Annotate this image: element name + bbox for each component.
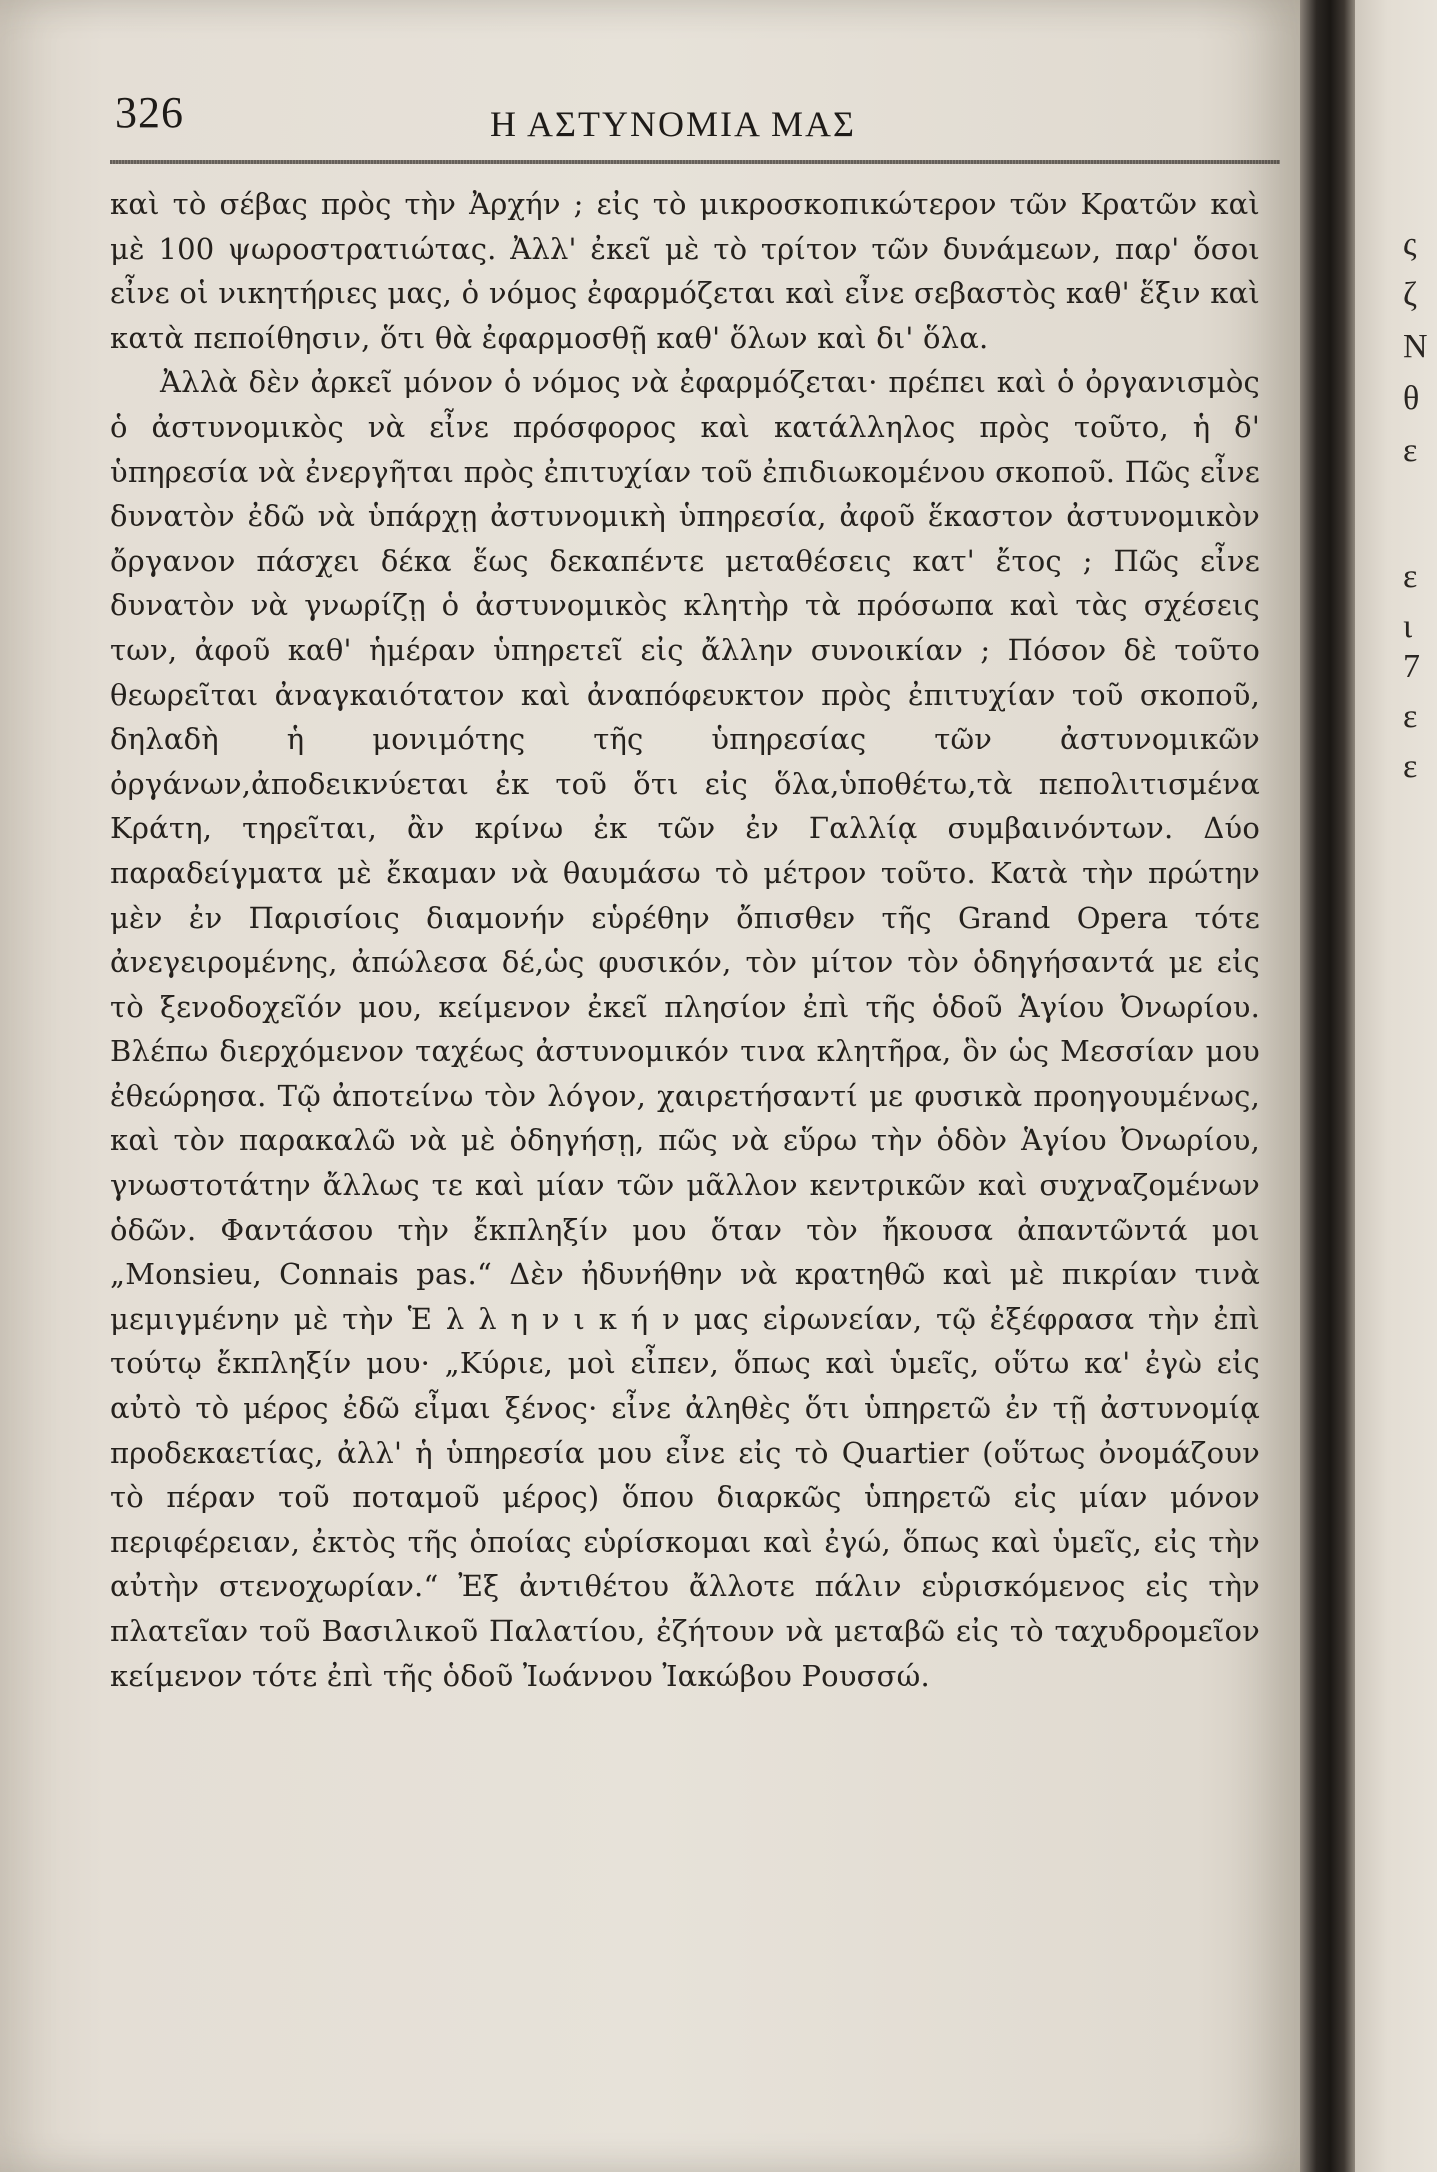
edge-glyph: 7: [1403, 648, 1420, 685]
facing-page-edge: [1355, 0, 1437, 2172]
edge-glyph: ε: [1403, 558, 1418, 595]
paragraph: καὶ τὸ σέβας πρὸς τὴν Ἀρχήν ; εἰς τὸ μικροσκοπικώτερον τῶν Κρατῶν καὶ μὲ 100 ψωροστρατιώτας. Ἀλλ' ἐκεῖ μὲ τὸ τρίτον τῶν δυνάμεων, παρ' ὅσοι εἶνε οἱ νικητήριες μας, ὁ νόμος ἐφαρμόζεται καὶ εἶνε σεβαστὸς καθ' ἕξιν καὶ κατὰ πεποίθησιν, ὅτι θὰ ἐφαρμοσθῇ καθ' ὅλων καὶ δι' ὅλα.: [110, 187, 1260, 355]
edge-glyph: ι: [1403, 608, 1413, 645]
edge-glyph: θ: [1403, 380, 1420, 417]
page-number: 326: [115, 88, 184, 137]
edge-glyph: ζ: [1403, 276, 1418, 313]
edge-glyph: ε: [1403, 698, 1418, 735]
running-head: [110, 85, 1290, 155]
running-title: Η ΑΣΤΥΝΟΜΙΑ ΜΑΣ: [490, 104, 856, 144]
body-text: [110, 182, 1260, 1698]
edge-glyph: ς: [1403, 226, 1417, 263]
header-rule: [110, 160, 1280, 164]
book-gutter: [1300, 0, 1355, 2172]
paragraph: Ἀλλὰ δὲν ἀρκεῖ μόνον ὁ νόμος νὰ ἐφαρμόζεται· πρέπει καὶ ὁ ὀργανισμὸς ὁ ἀστυνομικὸς νὰ εἶνε πρόσφορος καὶ κατάλληλος πρὸς τοῦτο, ἡ δ' ὑπηρεσία νὰ ἐνεργῆται πρὸς ἐπιτυχίαν τοῦ ἐπιδιωκομένου σκοποῦ. Πῶς εἶνε δυνατὸν ἐδῶ νὰ ὑπάρχῃ ἀστυνομικὴ ὑπηρεσία, ἀφοῦ ἕκαστον ἀστυνομικὸν ὄργανον πάσχει δέκα ἕως δεκαπέντε μεταθέσεις κατ' ἔτος ; Πῶς εἶνε δυνατὸν νὰ γνωρίζῃ ὁ ἀστυνομικὸς κλητὴρ τὰ πρόσωπα καὶ τὰς σχέσεις των, ἀφοῦ καθ' ἡμέραν ὑπηρετεῖ εἰς ἄλλην συνοικίαν ; Πόσον δὲ τοῦτο θεωρεῖται ἀναγκαιότατον καὶ ἀναπόφευκτον πρὸς ἐπιτυχίαν τοῦ σκοποῦ, δηλαδὴ ἡ μονιμότης τῆς ὑπηρεσίας τῶν ἀστυνομικῶν ὀργάνων,ἀποδεικνύεται ἐκ τοῦ ὅτι εἰς ὅλα,ὑποθέτω,τὰ πεπολιτισμένα Κράτη, τηρεῖται, ἂν κρίνω ἐκ τῶν ἐν Γαλλίᾳ συμβαινόντων. Δύο παραδείγματα μὲ ἔκαμαν νὰ θαυμάσω τὸ μέτρον τοῦτο. Κατὰ τὴν πρώτην μὲν ἐν Παρισίοις διαμονήν εὑρέθην ὄπισθεν τῆς Grand Opera τότε ἀνεγειρομένης, ἀπώλεσα δέ,ὡς φυσικόν, τὸν μίτον τὸν ὁδηγήσαντά με εἰς τὸ ξενοδοχεῖόν μου, κείμενον ἐκεῖ πλησίον ἐπὶ τῆς ὁδοῦ Ἁγίου Ὀνωρίου. Βλέπω διερχόμενον ταχέως ἀστυνομικόν τινα κλητῆρα, ὃν ὡς Μεσσίαν μου ἐθεώρησα. Τῷ ἀποτείνω τὸν λόγον, χαιρετήσαντί με φυσικὰ προηγουμένως, καὶ τὸν παρακαλῶ νὰ μὲ ὁδηγήσῃ, πῶς νὰ εὕρω τὴν ὁδὸν Ἁγίου Ὀνωρίου, γνωστοτάτην ἄλλως τε καὶ μίαν τῶν μᾶλλον κεντρικῶν καὶ συχναζομένων ὁδῶν. Φαντάσου τὴν ἔκπληξίν μου ὅταν τὸν ἤκουσα ἀπαντῶντά μοι „Monsieu, Connais pas.“ Δὲν ἠδυνήθην νὰ κρατηθῶ καὶ μὲ πικρίαν τινὰ μεμιγμένην μὲ τὴν Ἑ λ λ η ν ι κ ή ν μας εἰρωνείαν, τῷ ἐξέφρασα τὴν ἐπὶ τούτῳ ἔκπληξίν μου· „Κύριε, μοὶ εἶπεν, ὅπως καὶ ὑμεῖς, οὕτω κα' ἐγὼ εἰς αὐτὸ τὸ μέρος ἐδῶ εἶμαι ξένος· εἶνε ἀληθὲς ὅτι ὑπηρετῶ ἐν τῇ ἀστυνομίᾳ προδεκαετίας, ἀλλ' ἡ ὑπηρεσία μου εἶνε εἰς τὸ Quartier (οὕτως ὀνομάζουν τὸ πέραν τοῦ ποταμοῦ μέρος) ὅπου διαρκῶς ὑπηρετῶ εἰς μίαν μόνον περιφέρειαν, ἐκτὸς τῆς ὁποίας εὑρίσκομαι καὶ ἐγώ, ὅπως καὶ ὑμεῖς, εἰς τὴν αὐτὴν στενοχωρίαν.“ Ἐξ ἀντιθέτου ἄλλοτε πάλιν εὑρισκόμενος εἰς τὴν πλατεῖαν τοῦ Βασιλικοῦ Παλατίου, ἐζήτουν νὰ μεταβῶ εἰς τὸ ταχυδρομεῖον κείμενον τότε ἐπὶ τῆς ὁδοῦ Ἰωάννου Ἰακώβου Ρουσσώ.: [110, 365, 1260, 1693]
edge-glyph: ε: [1403, 748, 1418, 785]
edge-glyph: ε: [1403, 432, 1418, 469]
edge-glyph: Ν: [1403, 328, 1428, 365]
